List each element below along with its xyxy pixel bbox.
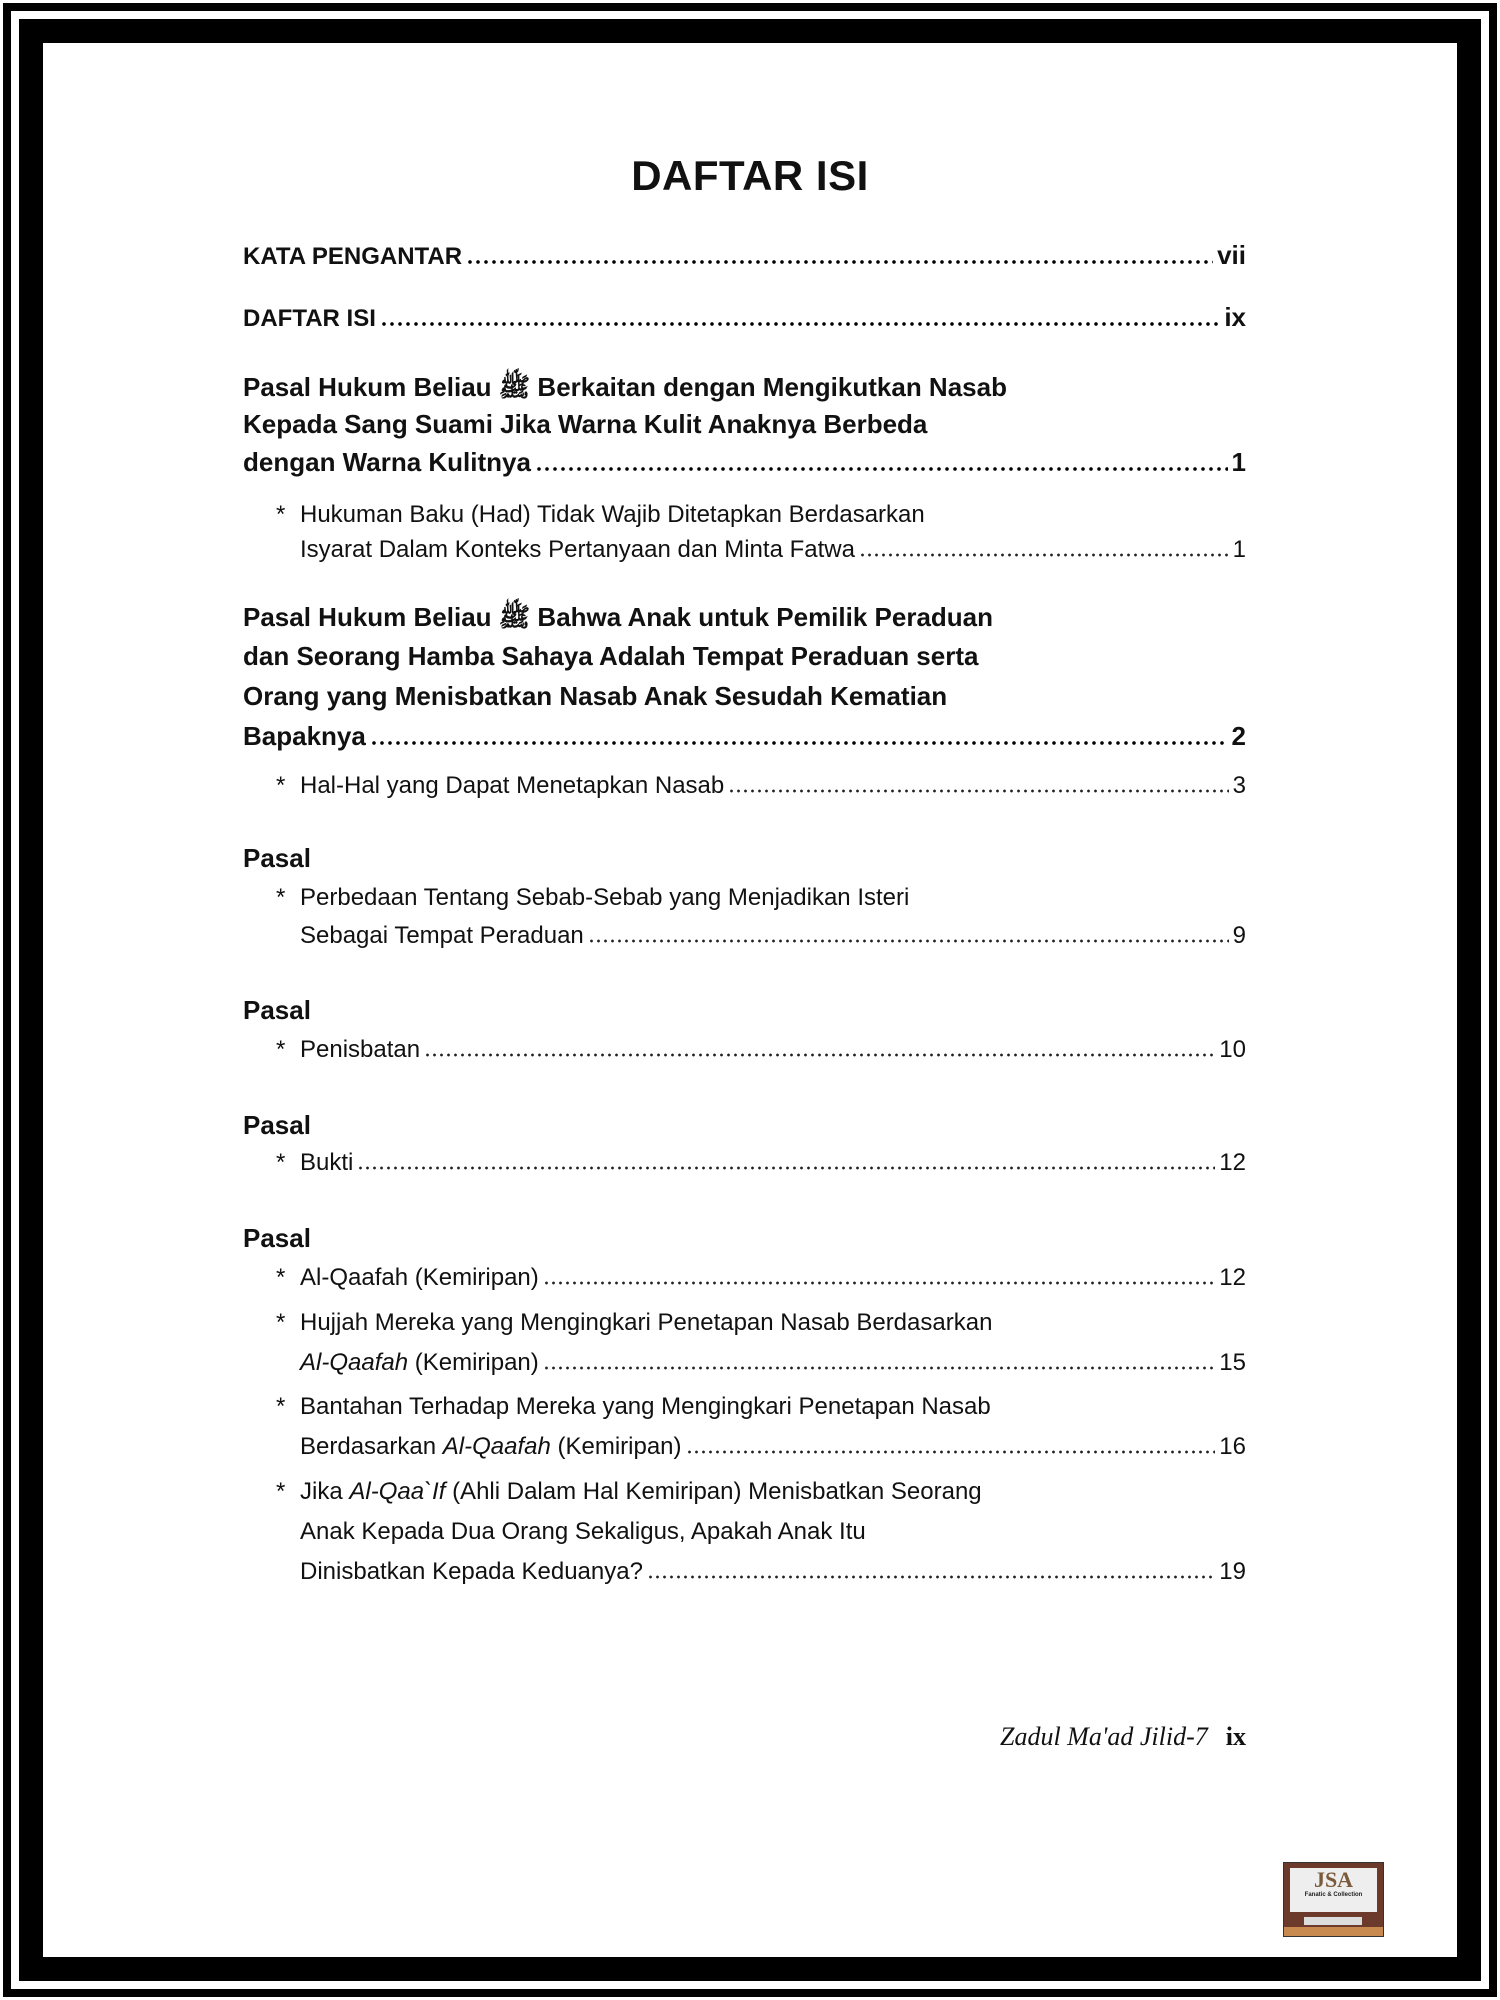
dot-leader <box>859 553 1229 557</box>
toc-subentry-line[interactable] <box>276 1393 1246 1421</box>
toc-subentry-title: Hukuman Baku (Had) Tidak Wajib Ditetapkan Berdasarkan <box>300 501 925 528</box>
toc-entry-line[interactable] <box>243 681 1246 712</box>
dot-leader <box>588 939 1229 943</box>
toc-entry-title: KATA PENGANTAR <box>243 243 463 270</box>
toc-subentry-title: Isyarat Dalam Konteks Pertanyaan dan Minta Fatwa <box>300 536 855 563</box>
toc-italic-term: Al-Qaafah <box>442 1433 551 1460</box>
bullet-asterisk: * <box>276 884 286 911</box>
toc-entry-line[interactable] <box>243 995 1246 1026</box>
toc-entry-line[interactable] <box>243 1110 1246 1141</box>
toc-subentry-title: Bukti <box>300 1149 354 1176</box>
dot-leader <box>543 1281 1216 1285</box>
toc-subentry-title: (Kemiripan) <box>414 1349 539 1376</box>
toc-page-number: 3 <box>1232 772 1246 799</box>
toc-entry-title: Pasal Hukum Beliau ﷺ Berkaitan dengan Mengikutkan Nasab <box>243 372 1007 402</box>
footer-page-number: ix <box>1225 1722 1246 1751</box>
logo-tagline: Fanatic & Collection <box>1304 1892 1363 1898</box>
toc-entry-line[interactable] <box>243 641 1246 672</box>
toc-entry-title: Pasal <box>243 995 311 1025</box>
toc-subentry-title: Hujjah Mereka yang Mengingkari Penetapan Nasab Berdasarkan <box>300 1309 993 1336</box>
toc-italic-term: Al-Qaafah <box>300 1349 409 1376</box>
dot-leader <box>370 741 1228 745</box>
bullet-asterisk: * <box>276 1478 286 1505</box>
toc-page-number: 15 <box>1219 1349 1246 1376</box>
toc-subentry-title: Jika <box>300 1478 343 1505</box>
toc-page-number: 1 <box>1231 447 1246 477</box>
dot-leader <box>424 1053 1215 1057</box>
dot-leader <box>466 260 1213 264</box>
toc-entry-line[interactable] <box>243 721 1246 752</box>
toc-subentry-title: Berdasarkan <box>300 1433 437 1460</box>
toc-page-number: 9 <box>1232 922 1246 949</box>
toc-subentry-line[interactable] <box>300 536 1246 564</box>
dot-leader <box>380 322 1220 326</box>
toc-subentry-line[interactable] <box>276 1478 1246 1506</box>
bullet-asterisk: * <box>276 1309 286 1336</box>
toc-subentry-title: (Kemiripan) <box>557 1433 682 1460</box>
page-title: DAFTAR ISI <box>631 152 869 199</box>
toc-entry-title: DAFTAR ISI <box>243 305 376 332</box>
bullet-asterisk: * <box>276 772 286 799</box>
page-footer <box>1000 1722 1246 1752</box>
toc-page-number: 16 <box>1219 1433 1246 1460</box>
toc-subentry-line[interactable] <box>276 884 1246 912</box>
toc-page-number: ix <box>1224 302 1246 332</box>
toc-page-number: 19 <box>1219 1558 1246 1585</box>
toc-entry-line[interactable] <box>243 601 1246 639</box>
toc-page-number: vii <box>1217 240 1246 270</box>
toc-subentry-line[interactable] <box>276 772 1246 800</box>
toc-entry-title: Pasal <box>243 1110 311 1140</box>
toc-subentry-title: Bantahan Terhadap Mereka yang Mengingkari Penetapan Nasab <box>300 1393 991 1420</box>
toc-entry-title: dan Seorang Hamba Sahaya Adalah Tempat Peraduan serta <box>243 641 979 671</box>
toc-subentry-line[interactable] <box>276 1264 1246 1292</box>
toc-subentry-title: Perbedaan Tentang Sebab-Sebab yang Menjadikan Isteri <box>300 884 910 911</box>
jsa-logo <box>1283 1862 1384 1937</box>
toc-subentry-line[interactable] <box>300 1349 1246 1377</box>
toc-page-number: 10 <box>1219 1036 1246 1063</box>
footer-book-title: Zadul Ma'ad Jilid-7 <box>999 1722 1208 1751</box>
dot-leader <box>647 1575 1215 1579</box>
toc-entry[interactable] <box>243 240 1246 271</box>
bullet-asterisk: * <box>276 501 286 528</box>
toc-entry-line[interactable] <box>243 1223 1246 1254</box>
bullet-asterisk: * <box>276 1149 286 1176</box>
toc-subentry-title: Anak Kepada Dua Orang Sekaligus, Apakah Anak Itu <box>300 1518 866 1545</box>
toc-entry-line[interactable] <box>243 447 1246 478</box>
toc-subentry-title: Dinisbatkan Kepada Keduanya? <box>300 1558 643 1585</box>
toc-subentry-line[interactable] <box>276 1309 1246 1337</box>
toc-page-number: 1 <box>1232 536 1246 563</box>
toc-entry-title: Orang yang Menisbatkan Nasab Anak Sesudah Kematian <box>243 681 948 711</box>
dot-leader <box>543 1366 1216 1370</box>
bullet-asterisk: * <box>276 1393 286 1420</box>
toc-entry-line[interactable] <box>243 371 1246 409</box>
toc-entry-line[interactable] <box>243 843 1246 874</box>
toc-page-number: 2 <box>1231 721 1246 751</box>
toc-page-number: 12 <box>1219 1149 1246 1176</box>
toc-subentry-line[interactable] <box>276 1149 1246 1177</box>
toc-entry-title: dengan Warna Kulitnya <box>243 447 531 477</box>
toc-subentry-line[interactable] <box>300 1558 1246 1586</box>
toc-subentry-title: Sebagai Tempat Peraduan <box>300 922 584 949</box>
dot-leader <box>535 467 1228 471</box>
toc-subentry-line[interactable] <box>276 501 1246 529</box>
toc-entry-title: Pasal <box>243 843 311 873</box>
toc-entry[interactable] <box>243 302 1246 333</box>
toc-subentry-line[interactable] <box>300 922 1246 950</box>
toc-page-number: 12 <box>1219 1264 1246 1291</box>
toc-subentry-line[interactable] <box>300 1518 1246 1546</box>
dot-leader <box>728 789 1228 793</box>
logo-text: JSA <box>1313 1867 1354 1892</box>
toc-subentry-line[interactable] <box>300 1433 1246 1461</box>
logo-desk <box>1284 1927 1383 1936</box>
dot-leader <box>357 1166 1215 1170</box>
toc-subentry-line[interactable] <box>276 1036 1246 1064</box>
toc-subentry-title: Al-Qaafah (Kemiripan) <box>300 1264 539 1291</box>
dot-leader <box>686 1450 1216 1454</box>
bullet-asterisk: * <box>276 1036 286 1063</box>
bullet-asterisk: * <box>276 1264 286 1291</box>
toc-italic-term: Al-Qaa`If <box>349 1478 446 1505</box>
toc-subentry-title: Hal-Hal yang Dapat Menetapkan Nasab <box>300 772 725 799</box>
toc-entry-line[interactable] <box>243 409 1246 440</box>
toc-subentry-title: Penisbatan <box>300 1036 421 1063</box>
toc-entry-title: Kepada Sang Suami Jika Warna Kulit Anaknya Berbeda <box>243 409 928 439</box>
toc-entry-title: Pasal <box>243 1223 311 1253</box>
toc-entry-title: Pasal Hukum Beliau ﷺ Bahwa Anak untuk Pemilik Peraduan <box>243 602 994 632</box>
logo-keyboard <box>1304 1917 1362 1925</box>
toc-subentry-title: (Ahli Dalam Hal Kemiripan) Menisbatkan Seorang <box>452 1478 982 1505</box>
toc-entry-title: Bapaknya <box>243 721 366 751</box>
logo-monitor-screen <box>1290 1868 1377 1912</box>
